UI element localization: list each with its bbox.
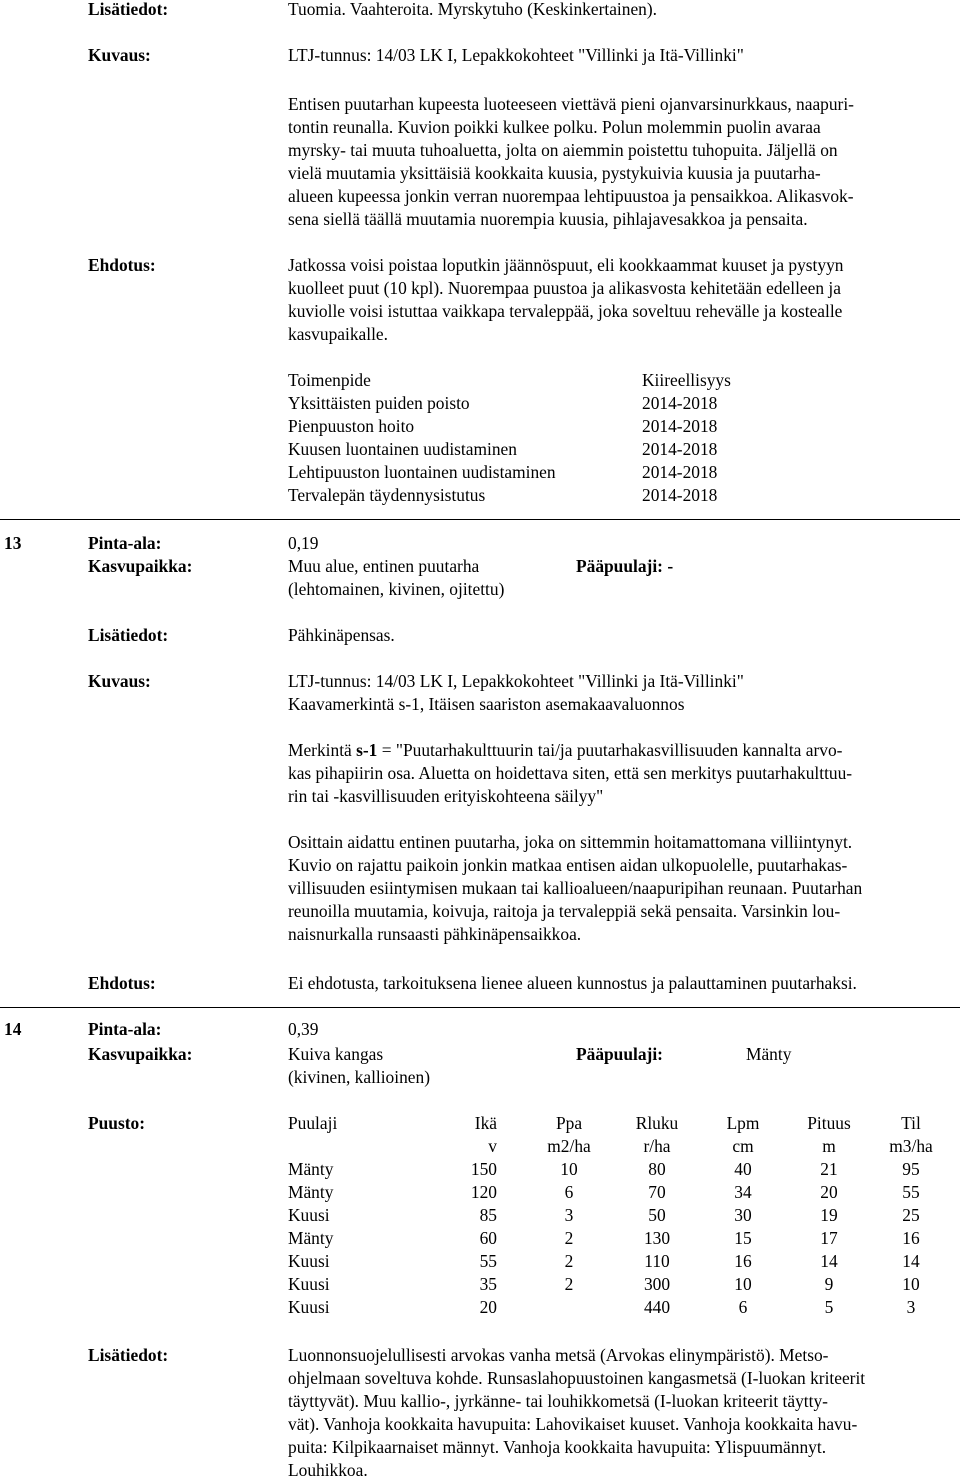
table-cell: 3 xyxy=(564,1205,574,1225)
table-cell: 25 xyxy=(902,1205,920,1225)
ehdotus-label: Ehdotus: xyxy=(88,973,156,993)
figure-number: 13 xyxy=(4,533,22,553)
table-cell: Mänty xyxy=(288,1228,334,1248)
table-header-species: Puulaji xyxy=(288,1113,338,1133)
table-cell: 10 xyxy=(734,1274,752,1294)
kasvupaikka-value: Muu alue, entinen puutarha xyxy=(288,556,480,576)
table-cell: 110 xyxy=(644,1251,670,1271)
table-header-age: Ikä xyxy=(474,1113,497,1133)
table-cell: 70 xyxy=(648,1182,666,1202)
pinta-ala-label: Pinta-ala: xyxy=(88,1019,162,1039)
kasvupaikka-value: Kuiva kangas xyxy=(288,1044,384,1064)
table-cell: Kuusi xyxy=(288,1297,330,1317)
table-cell: 2 xyxy=(564,1274,574,1294)
table-cell: 40 xyxy=(734,1159,752,1179)
table-cell: 55 xyxy=(902,1182,920,1202)
lisatiedot-line: ohjelmaan soveltuva kohde. Runsaslahopuustoinen kangasmetsä (I-luokan kriteerit xyxy=(288,1368,866,1388)
table-unit-basal-area: m2/ha xyxy=(547,1136,591,1156)
table-cell: 95 xyxy=(902,1159,920,1179)
lisatiedot-line: täyttyvät). Muu kallio-, jyrkänne- tai louhikkometsä (I-luokan kriteerit täytty- xyxy=(288,1391,828,1411)
pinta-ala-label: Pinta-ala: xyxy=(88,533,162,553)
ehdotus-line: kasvupaikalle. xyxy=(288,324,388,344)
kuvaus-label: Kuvaus: xyxy=(88,671,151,691)
table-cell: Mänty xyxy=(288,1182,334,1202)
action-urgency: 2014-2018 xyxy=(642,485,718,505)
merkinta-code: s-1 xyxy=(356,740,378,760)
table-cell: 2 xyxy=(564,1228,574,1248)
action-urgency: 2014-2018 xyxy=(642,393,718,413)
table-cell: 2 xyxy=(564,1251,574,1271)
table-unit-diameter: cm xyxy=(732,1136,754,1156)
figure-number: 14 xyxy=(4,1019,22,1039)
table-cell: 55 xyxy=(479,1251,497,1271)
merkinta-line: kas pihapiirin osa. Aluetta on hoidettava siten, että sen merkitys puutarhakulttuu- xyxy=(288,763,853,783)
action-urgency: 2014-2018 xyxy=(642,416,718,436)
table-cell: 10 xyxy=(560,1159,578,1179)
kuvaus-line: Entisen puutarhan kupeesta luoteeseen viettävä pieni ojanvarsinurkkaus, naapuri- xyxy=(288,94,854,114)
table-unit-stem-count: r/ha xyxy=(643,1136,671,1156)
table-cell: 14 xyxy=(902,1251,920,1271)
description-line: Osittain aidattu entinen puutarha, joka on sittemmin hoitamattomana villiintynyt. xyxy=(288,832,853,852)
pinta-ala-value: 0,39 xyxy=(288,1019,319,1039)
description-line: reunoilla muutamia, koivuja, raitoja ja tervaleppiä sekä pensaita. Varsinkin lou- xyxy=(288,901,841,921)
lisatiedot-line: vät). Vanhoja kookkaita havupuita: Lahovikaiset kuuset. Vanhoja kookkaita havu- xyxy=(288,1414,858,1434)
table-cell: 50 xyxy=(648,1205,666,1225)
table-header-stem-count: Rluku xyxy=(635,1113,679,1133)
table-cell: 6 xyxy=(738,1297,748,1317)
table-header-diameter: Lpm xyxy=(726,1113,760,1133)
table-cell: 20 xyxy=(479,1297,497,1317)
ehdotus-label: Ehdotus: xyxy=(88,255,156,275)
lisatiedot-text: Tuomia. Vaahteroita. Myrskytuho (Keskinkertainen). xyxy=(288,0,658,19)
table-cell: 300 xyxy=(643,1274,671,1294)
table-cell: 6 xyxy=(564,1182,574,1202)
kasvupaikka-label: Kasvupaikka: xyxy=(88,556,193,576)
kuvaus-ltj: LTJ-tunnus: 14/03 LK I, Lepakkokohteet "Villinki ja Itä-Villinki" xyxy=(288,671,744,691)
action-urgency: 2014-2018 xyxy=(642,439,718,459)
table-cell: 130 xyxy=(643,1228,671,1248)
ehdotus-line: Jatkossa voisi poistaa loputkin jäännöspuut, eli kookkaammat kuuset ja pystyyn xyxy=(288,255,844,275)
section-divider xyxy=(0,1007,960,1008)
table-cell: 10 xyxy=(902,1274,920,1294)
action-name: Kuusen luontainen uudistaminen xyxy=(288,439,517,459)
paapuulaji-value: Mänty xyxy=(746,1044,792,1064)
kuvaus-line: myrsky- tai muuta tuhoaluetta, jolta on aiemmin poistettu tuhopuita. Jäljellä on xyxy=(288,140,838,160)
puusto-label: Puusto: xyxy=(88,1113,146,1133)
kuvaus-line: tontin reunalla. Kuvion poikki kulkee polku. Polun molemmin puolin avaraa xyxy=(288,117,821,137)
lisatiedot-label: Lisätiedot: xyxy=(88,625,169,645)
table-cell: 85 xyxy=(479,1205,497,1225)
action-name: Pienpuuston hoito xyxy=(288,416,415,436)
kasvupaikka-detail: (lehtomainen, kivinen, ojitettu) xyxy=(288,579,505,599)
table-cell: 80 xyxy=(648,1159,666,1179)
actions-header-name: Toimenpide xyxy=(288,370,371,390)
lisatiedot-line: Luonnonsuojelullisesti arvokas vanha metsä (Arvokas elinympäristö). Metso- xyxy=(288,1345,829,1365)
table-cell: 150 xyxy=(470,1159,497,1179)
table-unit-age: v xyxy=(488,1136,497,1156)
table-unit-height: m xyxy=(822,1136,836,1156)
ehdotus-line: kuviolle voisi istuttaa vaikkapa tervaleppää, joka soveltuu rehevälle ja kostealle xyxy=(288,301,843,321)
table-cell: 60 xyxy=(479,1228,497,1248)
table-cell: 16 xyxy=(902,1228,920,1248)
table-header-height: Pituus xyxy=(807,1113,851,1133)
paapuulaji-label: Pääpuulaji: xyxy=(576,1044,663,1064)
merkinta-line: rin tai -kasvillisuuden erityiskohteena säilyy" xyxy=(288,786,604,806)
action-name: Yksittäisten puiden poisto xyxy=(288,393,470,413)
kuvaus-line: alueen kupeessa jonkin verran nuorempaa lehtipuustoa ja pensaikkoa. Alikasvok- xyxy=(288,186,854,206)
ehdotus-text: Ei ehdotusta, tarkoituksena lienee alueen kunnostus ja palauttaminen puutarhaksi. xyxy=(288,973,857,993)
ehdotus-line: kuolleet puut (10 kpl). Nuorempaa puustoa ja alikasvosta kehitetään edelleen ja xyxy=(288,278,841,298)
kasvupaikka-label: Kasvupaikka: xyxy=(88,1044,193,1064)
description-line: Kuvio on rajattu paikoin jonkin matkaa entisen aidan ulkopuolelle, puutarhakas- xyxy=(288,855,848,875)
table-cell: Kuusi xyxy=(288,1274,330,1294)
table-cell: 30 xyxy=(734,1205,752,1225)
lisatiedot-label: Lisätiedot: xyxy=(88,0,169,19)
lisatiedot-line: Louhikkoa. xyxy=(288,1460,368,1480)
merkinta-line xyxy=(288,739,842,762)
table-cell: 120 xyxy=(470,1182,497,1202)
table-cell: Mänty xyxy=(288,1159,334,1179)
action-name: Tervalepän täydennysistutus xyxy=(288,485,486,505)
actions-header-urgency: Kiireellisyys xyxy=(642,370,731,390)
paapuulaji-label: Pääpuulaji: - xyxy=(576,556,674,576)
table-cell: 14 xyxy=(820,1251,838,1271)
merkinta-rest: = "Puutarhakulttuurin tai/ja puutarhakasvillisuuden kannalta arvo- xyxy=(377,740,843,760)
pinta-ala-value: 0,19 xyxy=(288,533,319,553)
table-cell: Kuusi xyxy=(288,1251,330,1271)
table-cell: 17 xyxy=(820,1228,838,1248)
table-cell: 20 xyxy=(820,1182,838,1202)
kuvaus-ltj: LTJ-tunnus: 14/03 LK I, Lepakkokohteet "Villinki ja Itä-Villinki" xyxy=(288,45,744,65)
kuvaus-line: sena siellä täällä muutamia nuorempia kuusia, pihlajavesakkoa ja pensaita. xyxy=(288,209,808,229)
table-cell: 3 xyxy=(906,1297,916,1317)
table-header-basal-area: Ppa xyxy=(555,1113,583,1133)
merkinta-prefix: Merkintä xyxy=(288,740,357,760)
table-cell: 440 xyxy=(643,1297,671,1317)
kuvaus-line: vielä muutamia yksittäisiä kookkaita kuusia, pystykuivia kuusia ja puutarha- xyxy=(288,163,821,183)
table-unit-volume: m3/ha xyxy=(889,1136,933,1156)
table-header-volume: Til xyxy=(901,1113,921,1133)
action-urgency: 2014-2018 xyxy=(642,462,718,482)
table-cell: 16 xyxy=(734,1251,752,1271)
table-cell: 35 xyxy=(479,1274,497,1294)
section-divider xyxy=(0,519,960,520)
table-cell: 19 xyxy=(820,1205,838,1225)
kuvaus-label: Kuvaus: xyxy=(88,45,151,65)
table-cell: 21 xyxy=(820,1159,838,1179)
kasvupaikka-detail: (kivinen, kallioinen) xyxy=(288,1067,430,1087)
table-cell: 9 xyxy=(824,1274,834,1294)
table-cell: Kuusi xyxy=(288,1205,330,1225)
description-line: villisuuden esiintymisen mukaan tai kallioalueen/naapuripihan reunaan. Puutarhan xyxy=(288,878,863,898)
action-name: Lehtipuuston luontainen uudistaminen xyxy=(288,462,556,482)
table-cell: 34 xyxy=(734,1182,752,1202)
kuvaus-kaava: Kaavamerkintä s-1, Itäisen saariston asemakaavaluonnos xyxy=(288,694,685,714)
lisatiedot-text: Pähkinäpensas. xyxy=(288,625,395,645)
table-cell: 15 xyxy=(734,1228,752,1248)
table-cell: 5 xyxy=(824,1297,834,1317)
description-line: naisnurkalla runsaasti pähkinäpensaikkoa. xyxy=(288,924,582,944)
lisatiedot-line: puita: Kilpikaarnaiset männyt. Vanhoja kookkaita havupuita: Ylispuumännyt. xyxy=(288,1437,827,1457)
lisatiedot-label: Lisätiedot: xyxy=(88,1345,169,1365)
